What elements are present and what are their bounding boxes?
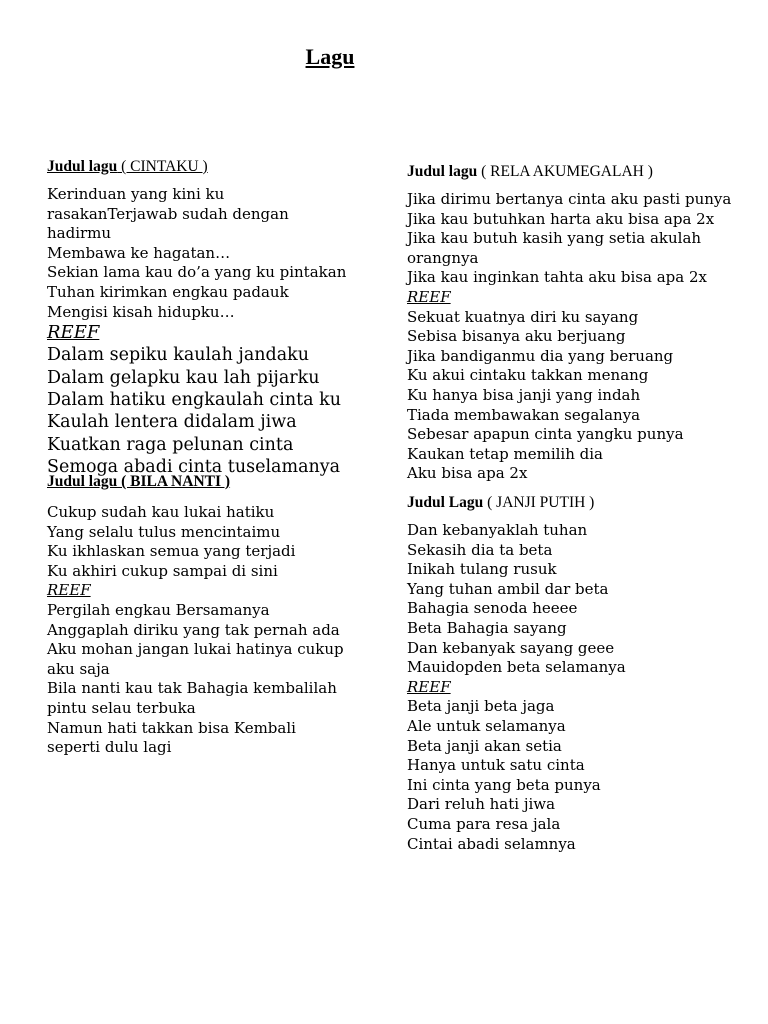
lyric-line: Sekuat kuatnya diri ku sayang [407,307,639,326]
lyric-line: Bila nanti kau tak Bahagia kembalilah pintu selau terbuka [47,679,337,717]
lyric-line: Sebisa bisanya aku berjuang [407,327,626,346]
lyric-line: Jika kau butuh kasih yang setia akulah orangnya [407,229,702,267]
reef-label: REEF [47,322,100,344]
lyric-line: Anggaplah diriku yang tak pernah ada [47,620,340,639]
reef-label: REEF [47,581,91,600]
lyric-line: Sebesar apapun cinta yangku punya [407,425,684,444]
lyric-line: Pergilah engkau Bersamanya [47,600,270,619]
lyric-line: Membawa ke hagatan… [47,243,231,262]
lyric-line: Jika kau inginkan tahta aku bisa apa 2x [407,268,707,287]
lyric-line: Namun hati takkan bisa Kembali seperti dulu lagi [47,718,296,757]
lyric-line: Aku mohan jangan lukai hatinya cukup aku saja [47,640,344,678]
reef-label: REEF [407,677,451,696]
lyric-line: Jika kau butuhkan harta aku bisa apa 2x [407,209,715,228]
song-heading-title: ( JANJI PUTIH ) [483,494,595,511]
lyric-line: Aku bisa apa 2x [407,464,528,483]
lyric-line: Yang tuhan ambil dar beta [407,579,609,598]
lyric-line: Bahagia senoda heeee [407,599,578,618]
lyric-line: Cuma para resa jala [407,814,561,833]
lyric-line: Kerinduan yang kini ku rasakanTerjawab sudah dengan hadirmu [47,185,289,243]
lyric-line: Mengisi kisah hidupku… [47,302,235,321]
lyric-line: Dalam hatiku engkaulah cinta ku [47,390,341,411]
reef-label: REEF [407,287,451,306]
lyric-line: Inikah tulang rusuk [407,560,557,579]
lyric-line: Kuatkan raga pelunan cinta [47,434,294,455]
lyric-line: Dan kebanyaklah tuhan [407,521,588,539]
lyric-line: Cukup sudah kau lukai hatiku [47,503,275,521]
lyric-line: Dalam sepiku kaulah jandaku [47,345,310,366]
song-heading-label: Judul lagu ( BILA NANTI ) [47,473,231,490]
lyric-line: Dalam gelapku kau lah pijarku [47,367,320,388]
lyric-line: Tiada membawakan segalanya [407,405,641,424]
song-heading-label: Judul Lagu [407,494,484,511]
page-title: Lagu [305,44,355,69]
song-bila-nanti [47,472,357,758]
lyric-line: Kaulah lentera didalam jiwa [47,412,297,433]
song-rela-akumegalah [407,162,732,484]
song-cintaku [47,157,357,478]
song-heading [407,493,727,512]
lyric-line: Semoga abadi cinta tuselamanya [47,456,341,477]
lyric-line: Ku akui cintaku takkan menang [407,366,649,385]
song-heading [47,157,357,176]
lyric-line: Kaukan tetap memilih dia [407,444,604,463]
lyric-line: Dan kebanyak sayang geee [407,638,615,657]
lyric-line: Sekasih dia ta beta [407,540,553,559]
song-janji-putih [407,493,727,854]
lyric-line: Hanya untuk satu cinta [407,756,585,775]
lyric-line: Ku hanya bisa janji yang indah [407,385,641,404]
lyric-line: Ku akhiri cukup sampai di sini [47,561,278,580]
song-heading-title: ( RELA AKUMEGALAH ) [477,163,653,180]
lyric-line: Yang selalu tulus mencintaimu [47,522,281,541]
lyric-line: Jika dirimu bertanya cinta aku pasti punya [407,190,732,208]
song-heading [47,472,357,491]
lyric-line: Tuhan kirimkan engkau padauk [47,282,289,301]
song-heading-title: ( CINTAKU ) [117,158,208,175]
lyric-line: Beta Bahagia sayang [407,618,567,637]
song-heading-label: Judul lagu [47,158,118,175]
lyric-line: Beta janji beta jaga [407,697,555,716]
lyric-line: Mauidopden beta selamanya [407,658,626,677]
lyric-line: Ale untuk selamanya [407,716,566,735]
lyric-line: Ini cinta yang beta punya [407,775,601,794]
song-heading [407,162,727,181]
lyric-line: Ku ikhlaskan semua yang terjadi [47,542,296,561]
lyric-line: Dari reluh hati jiwa [407,795,556,814]
song-heading-label: Judul lagu [407,163,478,180]
lyric-line: Beta janji akan setia [407,736,562,755]
lyric-line: Cintai abadi selamnya [407,834,576,853]
lyric-line: Jika bandiganmu dia yang beruang [407,346,674,365]
lyric-line: Sekian lama kau do’a yang ku pintakan [47,263,347,282]
